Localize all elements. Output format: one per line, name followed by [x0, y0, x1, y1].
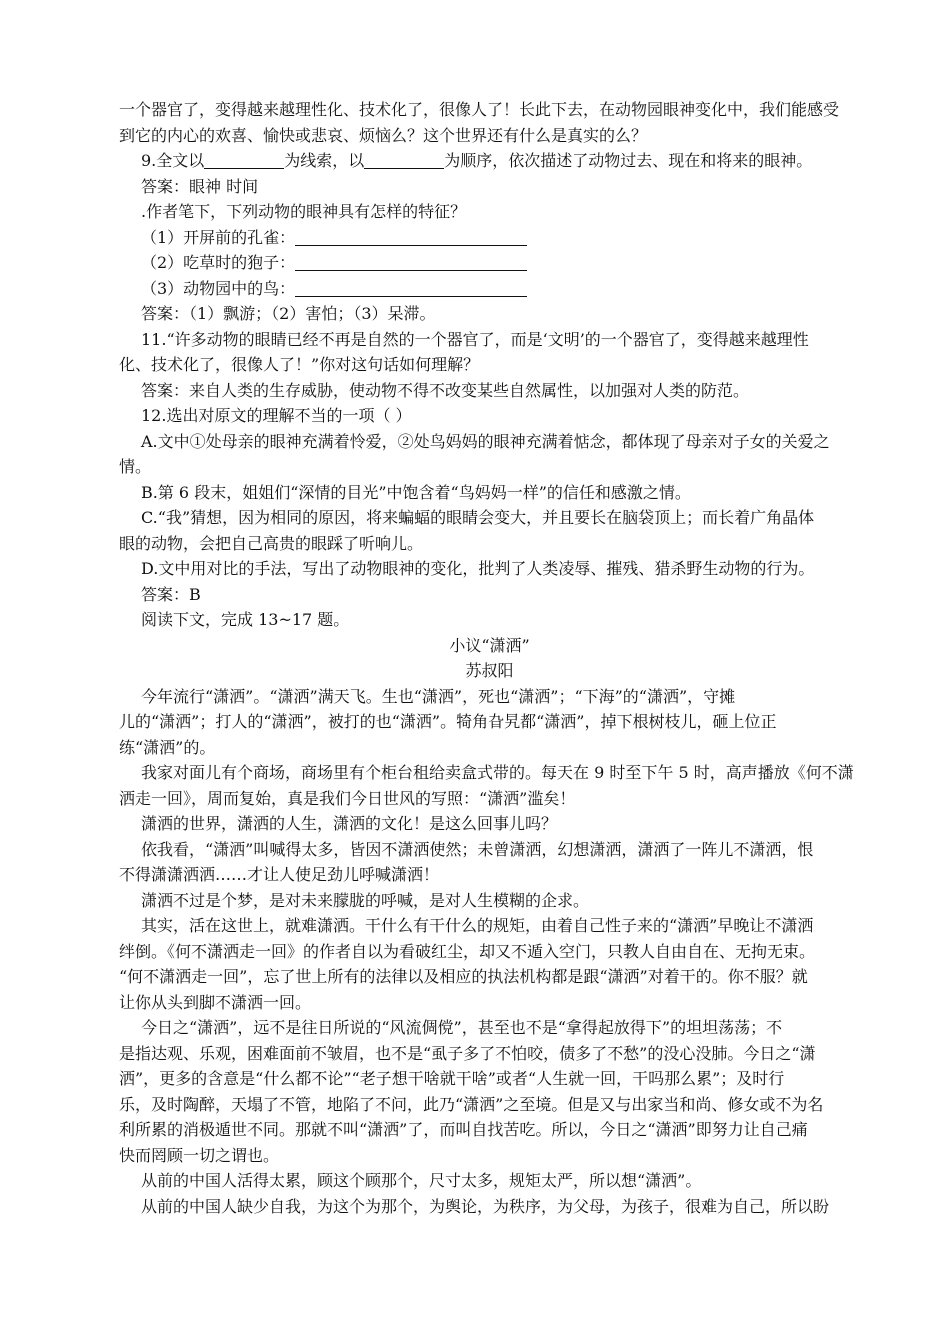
text-line: 到它的内心的欢喜、愉快或悲哀、烦恼么？这个世界还有什么是真实的么？ [119, 125, 648, 145]
answer-12: 答案：B [141, 584, 201, 604]
article-line: 潇洒的世界，潇洒的人生，潇洒的文化！是这么回事儿吗？ [141, 814, 558, 833]
article-line: 乐，及时陶醉，天塌了不管，地陷了不问，此乃“潇洒”之至境。但是又与出家当和尚、修女或不为名 [119, 1094, 824, 1114]
article-line: 潇洒不过是个梦，是对未来朦胧的呼喊，是对人生模糊的企求。 [141, 890, 590, 910]
question-10-item: （3）动物园中的鸟： [119, 276, 860, 302]
option-c: 眼的动物，会把自己高贵的眼踩了听响儿。 [119, 533, 424, 553]
article-line: 洒走一回》，周而复始，真是我们今日世风的写照：“潇洒”滥矣！ [119, 788, 576, 808]
article-line: 让你从头到脚不潇洒一回。 [119, 992, 312, 1012]
question-10-item: （1）开屏前的孔雀： [119, 225, 860, 251]
question-10: .作者笔下，下列动物的眼神具有怎样的特征？ [141, 202, 467, 221]
option-b: B.第 6 段末，姐姐们“深情的目光”中饱含着“鸟妈妈一样”的信任和感激之情。 [141, 482, 691, 502]
article-author: 苏叔阳 [465, 661, 514, 680]
answer-9: 答案：眼神 时间 [141, 176, 259, 196]
reading-intro: 阅读下文，完成 13~17 题。 [141, 610, 350, 629]
answer-blank[interactable] [364, 150, 444, 169]
article-line: 洒”，更多的含意是“什么都不论”“老子想干啥就干啥”或者“人生就一回，干吗那么累”；及时行 [119, 1069, 785, 1088]
answer-10: 答案：（1）飘游；（2）害怕；（3）呆滞。 [141, 304, 436, 323]
option-a: A.文中①处母亲的眼神充满着怜爱，②处鸟妈妈的眼神充满着惦念，都体现了母亲对子女的关爱之 [141, 431, 830, 451]
article-line: 从前的中国人缺少自我，为这个为那个，为舆论，为秩序，为父母，为孩子，很难为自己，所以盼 [141, 1196, 830, 1216]
question-12: 12.选出对原文的理解不当的一项（ ） [141, 406, 412, 425]
article-line: 练“潇洒”的。 [119, 737, 216, 757]
option-d: D.文中用对比的手法，写出了动物眼神的变化，批判了人类凌辱、摧残、猎杀野生动物的行为。 [141, 559, 815, 578]
article-line: 其实，活在这世上，就难潇洒。干什么有干什么的规矩，由着自己性子来的“潇洒”早晚让不潇洒 [141, 916, 814, 935]
question-11: 11.“许多动物的眼睛已经不再是自然的一个器官了，而是‘文明’的一个器官了，变得越来越理性 [141, 329, 809, 349]
article-line: 今年流行“潇洒”。“潇洒”满天飞。生也“潇洒”，死也“潇洒”；“下海”的“潇洒”，守摊 [141, 686, 736, 706]
article-line: 从前的中国人活得太累，顾这个顾那个，尺寸太多，规矩太严，所以想“潇洒”。 [141, 1171, 702, 1190]
answer-blank[interactable] [295, 227, 527, 246]
article-line: 我家对面儿有个商场，商场里有个柜台租给卖盒式带的。每天在 9 时至下午 5 时，高声播放《何不潇 [141, 763, 854, 782]
article-line: 是指达观、乐观，困难面前不皱眉，也不是“虱子多了不怕咬，债多了不愁”的没心没肺。今日之“潇 [119, 1043, 816, 1063]
article-line: 快而罔顾一切之谓也。 [119, 1145, 280, 1165]
option-c: C.“我”猜想，因为相同的原因，将来蝙蝠的眼睛会变大，并且要长在脑袋顶上；而长着广角晶体 [141, 508, 815, 527]
answer-blank[interactable] [204, 150, 284, 169]
answer-blank[interactable] [295, 252, 527, 271]
article-line: 不得潇潇洒洒……才让人使足劲儿呼喊潇洒！ [119, 865, 440, 884]
article-line: “何不潇洒走一回”，忘了世上所有的法律以及相应的执法机构都是跟“潇洒”对着干的。你不服？就 [119, 967, 808, 986]
article-body [119, 684, 860, 1220]
article-title: 小议“潇洒” [449, 635, 530, 655]
question-10-item: （2）吃草时的狍子： [119, 250, 860, 276]
article-line: 依我看，“潇洒”叫喊得太多，皆因不潇洒使然；未曾潇洒，幻想潇洒，潇洒了一阵儿不潇洒，恨 [141, 839, 814, 859]
article-line: 绊倒。《何不潇洒走一回》的作者自以为看破红尘，却又不遁入空门，只教人自由自在、无拘无束。 [119, 941, 816, 961]
article-line: 利所累的消极遁世不同。那就不叫“潇洒”了，而叫自找苦吃。所以，今日之“潇洒”即努力让自己痛 [119, 1120, 808, 1139]
question-11: 化、技术化了，很像人了！”你对这句话如何理解？ [119, 355, 480, 374]
option-a: 情。 [119, 457, 152, 476]
question-9: 9.全文以 为线索，以 为顺序，依次描述了动物过去、现在和将来的眼神。 [141, 151, 813, 170]
article-line: 今日之“潇洒”，远不是往日所说的“风流倜傥”，甚至也不是“拿得起放得下”的坦坦荡荡；不 [141, 1018, 783, 1037]
answer-blank[interactable] [295, 278, 527, 297]
article-line: 儿的“潇洒”；打人的“潇洒”，被打的也“潇洒”。犄角旮旯都“潇洒”，掉下根树枝儿，砸上位正 [119, 712, 777, 731]
answer-11: 答案：来自人类的生存威胁，使动物不得不改变某些自然属性，以加强对人类的防范。 [141, 380, 750, 400]
text-line: 一个器官了，变得越来越理性化、技术化了，很像人了！长此下去，在动物园眼神变化中，我们能感受 [119, 100, 840, 119]
